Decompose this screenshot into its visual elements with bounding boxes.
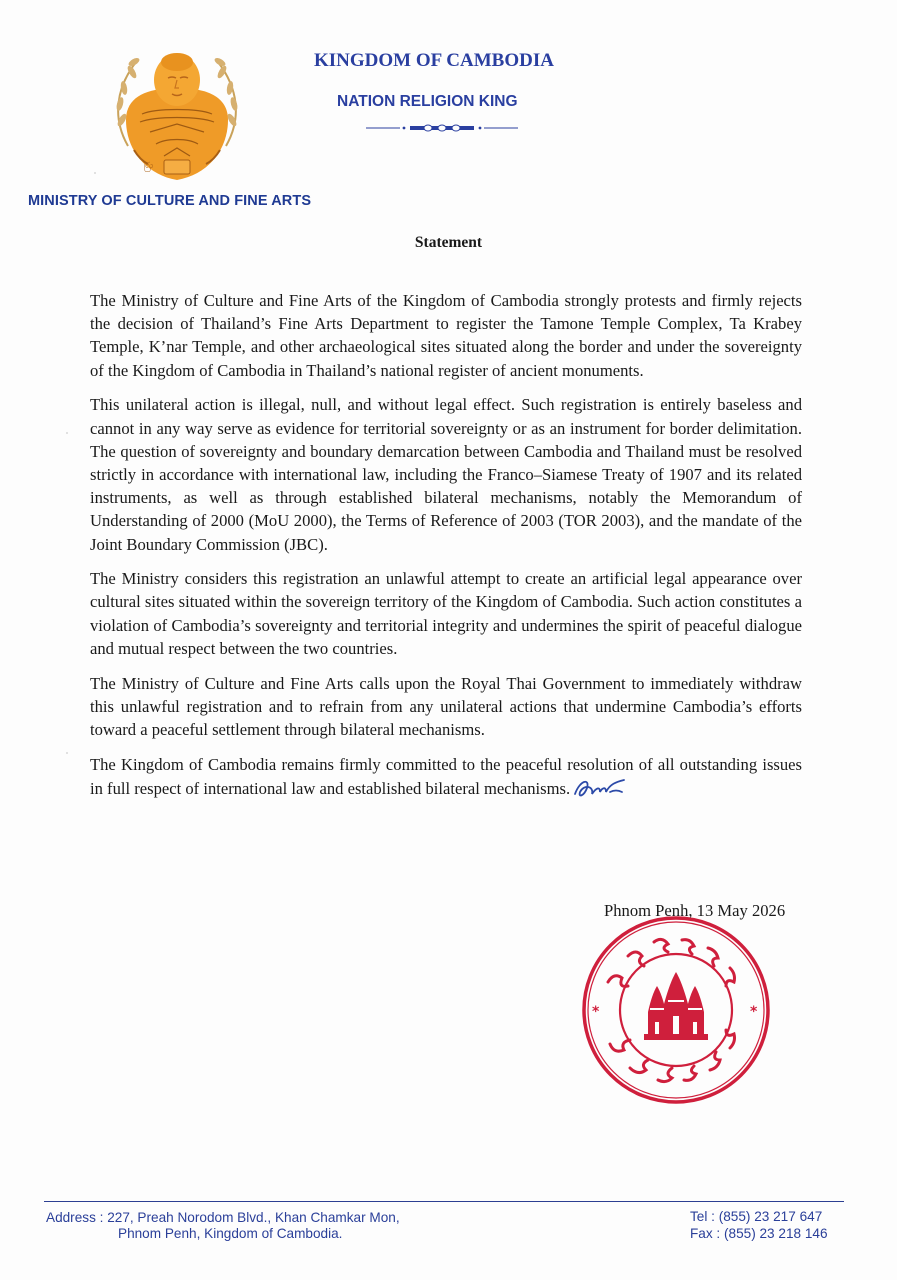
paragraph: This unilateral action is illegal, null, and without legal effect. Such registration is entirely baseless and cannot in any way serve as evidence for territorial sovereignty or as an instrument for border delimitation. The question of sovereignty and boundary demarcation between Cambodia and Thailand must be resolved strictly in accordance with international law, including the Franco–Siamese Treaty of 1907 and its related instruments, as well as through established bilateral mechanisms, notably the Memorandum of Understanding of 2000 (MoU 2000), the Terms of Reference of 2003 (TOR 2003), and the mandate of the Joint Boundary Commission (JBC). (90, 395, 802, 554)
footer-telephone: Tel : (855) 23 217 647 (690, 1209, 823, 1224)
kingdom-heading: KINGDOM OF CAMBODIA (314, 50, 554, 71)
scan-speck (66, 752, 68, 754)
ministry-emblem-icon (106, 48, 248, 188)
scan-speck (94, 172, 96, 174)
paragraph: The Ministry of Culture and Fine Arts of the Kingdom of Cambodia strongly protests and firmly rejects the decision of Thailand’s Fine Arts Department to register the Tamone Temple Complex, Ta Krabey Temple, K’nar Temple, and other archaeological sites situated along the border and under the sovereignty of the Kingdom of Cambodia in Thailand’s national register of ancient monuments. (90, 291, 802, 380)
footer-address-line-2: Phnom Penh, Kingdom of Cambodia. (118, 1226, 343, 1241)
svg-text:*: * (750, 1004, 758, 1020)
national-motto: NATION RELIGION KING (337, 93, 518, 110)
footer-address-line-1: Address : 227, Preah Norodom Blvd., Khan Chamkar Mon, (46, 1210, 400, 1225)
statement-body (90, 289, 802, 812)
scan-speck (66, 432, 68, 434)
official-seal-icon (578, 912, 774, 1108)
paragraph-text: The Kingdom of Cambodia remains firmly committed to the peaceful resolution of all outstanding issues in full respect of international law and established bilateral mechanisms. (90, 754, 802, 798)
closing-paragraph (90, 753, 802, 800)
paragraph: The Ministry considers this registration an unlawful attempt to create an artificial legal appearance over cultural sites situated within the sovereign territory of the Kingdom of Cambodia. Such action constitutes a violation of Cambodia’s sovereignty and territorial integrity and undermines the spirit of peaceful dialogue and mutual respect between the two countries. (90, 569, 802, 658)
svg-text:ꩺ: ꩺ (144, 161, 154, 171)
footer-fax: Fax : (855) 23 218 146 (690, 1226, 828, 1241)
document-title: Statement (414, 234, 483, 251)
ministry-name: MINISTRY OF CULTURE AND FINE ARTS (28, 193, 312, 209)
handwritten-initials-icon (572, 776, 628, 800)
footer-divider (44, 1201, 844, 1202)
svg-text:*: * (592, 1004, 600, 1020)
paragraph: The Ministry of Culture and Fine Arts calls upon the Royal Thai Government to immediately withdraw this unlawful registration and to refrain from any unilateral actions that undermine Cambodia’s efforts toward a peaceful settlement through bilateral mechanisms. (90, 673, 802, 739)
ornamental-divider-icon (366, 122, 518, 134)
place-and-date: Phnom Penh, 13 May 2026 (604, 901, 786, 920)
